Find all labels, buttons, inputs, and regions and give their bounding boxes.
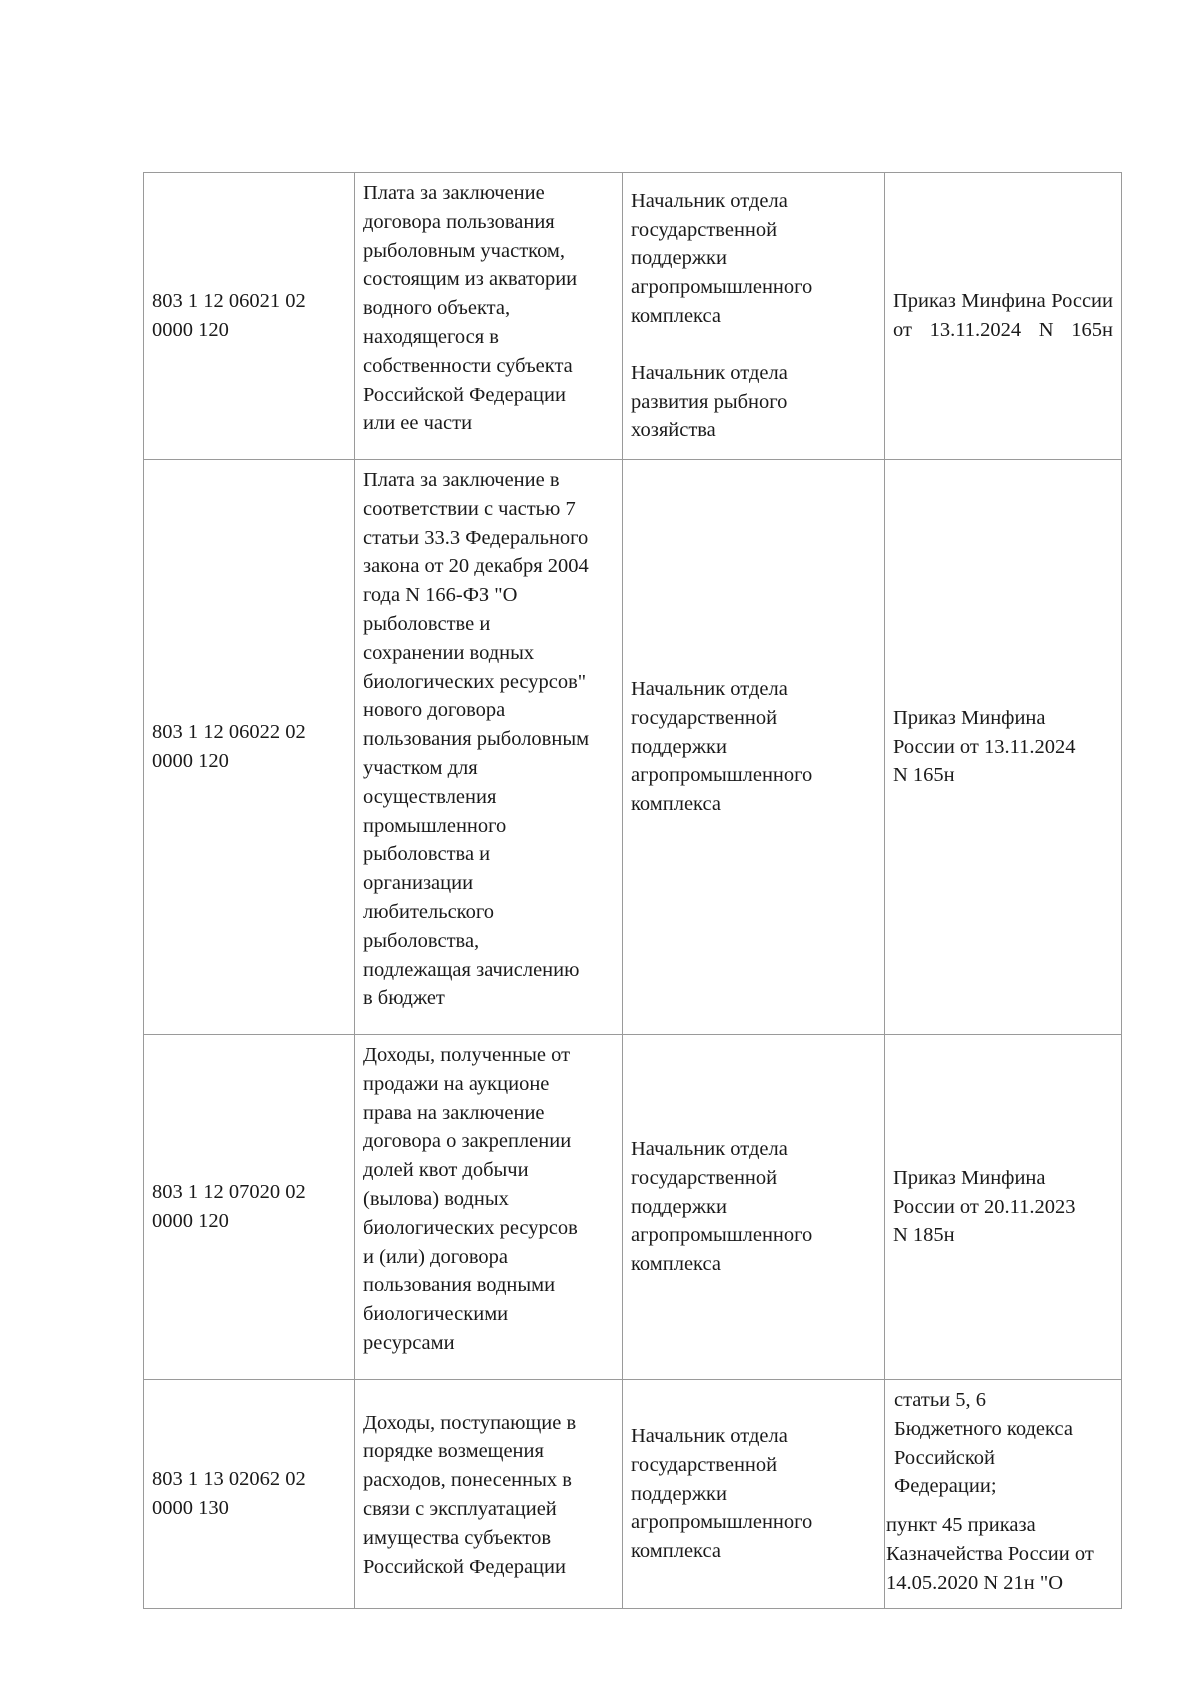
code-cell (144, 1035, 355, 1380)
budget-code: 803 1 12 06022 02 0000 120 (152, 721, 306, 772)
responsible-official: Начальник отдела государственной поддержки агропромышленного комплекса (631, 1138, 813, 1276)
budget-code: 803 1 13 02062 02 0000 130 (152, 1468, 306, 1519)
code-cell (144, 173, 355, 460)
legal-document: пункт 45 приказа Казначейства России от 14.05.2020 N 21н "О (886, 1514, 1094, 1594)
responsible-cell (623, 173, 885, 460)
budget-code: 803 1 12 07020 02 0000 120 (152, 1181, 306, 1232)
table-row (144, 1035, 1122, 1380)
document-cell (885, 173, 1122, 460)
legal-document: Приказ Минфина России от 13.11.2024 N 165н (893, 290, 1113, 341)
responsible-official: Начальник отдела государственной поддержки агропромышленного комплекса (631, 1425, 813, 1563)
table-row (144, 173, 1122, 460)
description-cell (355, 460, 623, 1035)
document-cell (885, 1035, 1122, 1380)
legal-document: статьи 5, 6 Бюджетного кодекса Российской Федерации; (894, 1389, 1073, 1498)
table-row (144, 1380, 1122, 1609)
document-cell (885, 460, 1122, 1035)
income-description: Доходы, поступающие в порядке возмещения расходов, понесенных в связи с эксплуатацией имущества субъектов Российской Федерации (363, 1411, 577, 1578)
income-description: Плата за заключение договора пользования рыболовным участком, состоящим из акватории водного объекта, находящегося в собственности субъекта Российской Федерации или ее части (363, 182, 578, 435)
code-cell (144, 1380, 355, 1609)
description-cell (355, 173, 623, 460)
responsible-cell (623, 1380, 885, 1609)
income-description: Доходы, полученные от продажи на аукционе права на заключение договора о закреплении долей квот добычи (вылова) водных биологических ресурсов и (или) договора пользования водными биологическими ресурсами (363, 1044, 578, 1354)
code-cell (144, 460, 355, 1035)
responsible-cell (623, 460, 885, 1035)
legal-document: Приказ Минфина России от 20.11.2023 N 185н (893, 1166, 1076, 1247)
table-row (144, 460, 1122, 1035)
description-cell (355, 1380, 623, 1609)
responsible-official: Начальник отдела развития рыбного хозяйства (631, 361, 788, 442)
revenue-codes-table (143, 172, 1122, 1609)
document-cell (885, 1380, 1122, 1609)
responsible-cell (623, 1035, 885, 1380)
description-cell (355, 1035, 623, 1380)
legal-document: Приказ Минфина России от 13.11.2024 N 165н (893, 706, 1076, 787)
responsible-official: Начальник отдела государственной поддержки агропромышленного комплекса (631, 189, 813, 327)
budget-code: 803 1 12 06021 02 0000 120 (152, 290, 306, 341)
responsible-official: Начальник отдела государственной поддержки агропромышленного комплекса (631, 678, 813, 816)
income-description: Плата за заключение в соответствии с частью 7 статьи 33.3 Федерального закона от 20 декабря 2004 года N 166-ФЗ "О рыболовстве и сохранении водных биологических ресурсов" нового договора пользования рыболовным участком для осуществления промышленного рыболовства и организации любительского рыболовства, подлежащая зачислению в бюджет (363, 469, 590, 1010)
